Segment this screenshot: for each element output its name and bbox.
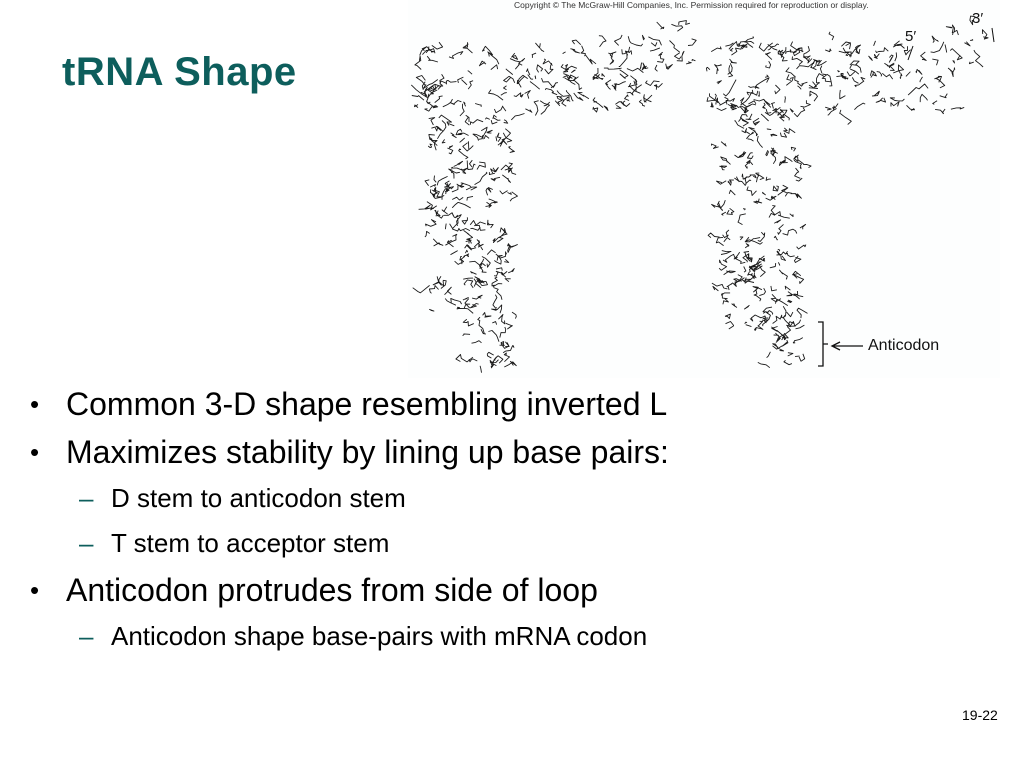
left-copy-anticodon-loop: [456, 315, 516, 373]
page-number: 19-22: [962, 707, 998, 723]
label-3-prime: 3′: [972, 10, 984, 27]
sub-bullet-item: [30, 614, 990, 659]
bullet-list: [30, 380, 990, 659]
dash-icon: –: [79, 528, 94, 558]
dash-icon: –: [79, 621, 94, 651]
bullet-dot-icon: •: [30, 437, 40, 467]
bullet-dot-icon: •: [30, 389, 40, 419]
bullet-item: [30, 566, 990, 614]
label-anticodon: Anticodon: [868, 337, 940, 354]
dash-icon: –: [79, 483, 94, 513]
bullet-item: [30, 380, 990, 428]
left-copy-vertical-arm: [413, 90, 525, 329]
trna-stereo-figure: [408, 0, 1000, 378]
sub-bullet-item: [30, 521, 990, 566]
right-copy-vertical-arm: [708, 97, 811, 334]
sub-bullet-text: D stem to anticodon stem: [111, 483, 406, 513]
trna-structure-drawing: [408, 0, 1000, 378]
sub-bullet-text: Anticodon shape base-pairs with mRNA codon: [111, 621, 648, 651]
right-copy-anticodon-loop: [755, 315, 805, 368]
sub-bullet-text: T stem to acceptor stem: [111, 528, 390, 558]
label-5-prime: 5′: [905, 28, 917, 45]
bullet-dot-icon: •: [30, 575, 40, 605]
bullet-item: [30, 428, 990, 476]
anticodon-bracket: [818, 322, 828, 366]
anticodon-arrow-icon: [832, 342, 863, 350]
slide-title: tRNA Shape: [62, 50, 297, 94]
bullet-text: Common 3-D shape resembling inverted L: [66, 386, 668, 422]
bullet-text: Maximizes stability by lining up base pairs:: [66, 434, 669, 470]
sub-bullet-item: [30, 476, 990, 521]
bullet-text: Anticodon protrudes from side of loop: [66, 572, 598, 608]
copyright-notice: Copyright © The McGraw-Hill Companies, Inc. Permission required for reproduction or display.: [514, 0, 869, 10]
